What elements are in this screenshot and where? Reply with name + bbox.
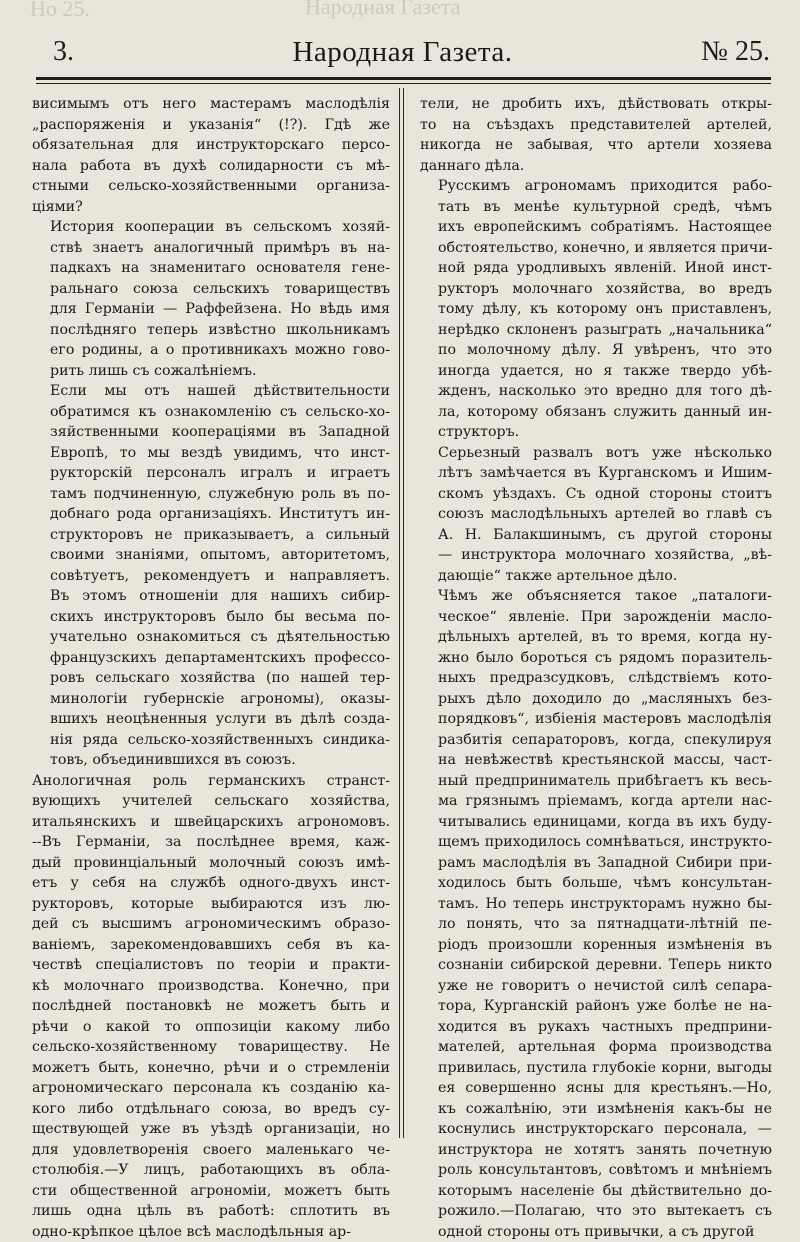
- text-line: Въ этомъ отношеніи для нашихъ сибир-: [32, 586, 390, 607]
- text-line: роль консультантовъ, совѣтомъ и мнѣніемъ: [420, 1160, 772, 1181]
- text-line: рожило.—Полагаю, что это вытекаетъ съ: [420, 1201, 772, 1222]
- text-line: послѣдней постановкѣ не можетъ быть и: [32, 996, 390, 1017]
- text-line: Чѣмъ же объясняется такое „паталоги-: [420, 586, 772, 607]
- text-line: структоровъ не приказываетъ, а сильный: [32, 525, 390, 546]
- text-line: кого либо отдѣльнаго союза, во вредъ су-: [32, 1099, 390, 1120]
- text-line: которымъ населеніе бы дѣйствительно до-: [420, 1181, 772, 1202]
- text-line: разбитія сепараторовъ, когда, спекулируя: [420, 730, 772, 751]
- text-line: дѣльныхъ артелей, въ то время, когда ну-: [420, 627, 772, 648]
- text-line: французскихъ департаментскихъ профессо-: [32, 648, 390, 669]
- paragraph: [420, 94, 772, 176]
- text-line: союзъ маслодѣльныхъ артелей во главѣ съ: [420, 504, 772, 525]
- paragraph: [420, 443, 772, 587]
- text-line: одной стороны отъ привычки, а съ другой: [420, 1222, 772, 1242]
- text-line: вшихъ неоцѣненныя услуги въ дѣлѣ созда-: [32, 709, 390, 730]
- text-line: Анологичная роль германскихъ странст-: [32, 771, 390, 792]
- text-line: етъ у себя на службѣ одного-двухъ инст-: [32, 873, 390, 894]
- text-line: нерѣдко склоненъ разыгрaть „начальника“: [420, 320, 772, 341]
- text-line: чествѣ спеціалистовъ по теоріи и практи-: [32, 955, 390, 976]
- newspaper-title: Народная Газета.: [35, 36, 770, 69]
- text-line: рыхъ дѣло доходило до „масляныхъ без-: [420, 689, 772, 710]
- text-line: послѣдняго теперь извѣстно школьникамъ: [32, 320, 390, 341]
- text-line: А. Н. Балакшинымъ, съ другой стороны: [420, 525, 772, 546]
- text-line: никогда не забывая, что артели хозяева: [420, 135, 772, 156]
- text-line: рукторъ молочнаго хозяйства, во вредъ: [420, 279, 772, 300]
- text-line: тамъ. Но теперь инструкторамъ нужно бы-: [420, 894, 772, 915]
- text-line: минологіи губернскіе агрономы), оказы-: [32, 689, 390, 710]
- text-line: --Въ Германіи, за послѣднее время, каж-: [32, 832, 390, 853]
- bleed-through-header: [0, 0, 800, 24]
- text-line: Серьезный развалъ вотъ уже нѣсколько: [420, 443, 772, 464]
- text-line: — инструктора молочнаго хозяйства, „вѣ-: [420, 545, 772, 566]
- column-separator: [399, 88, 400, 1138]
- text-line: ствѣ знаетъ аналогичный примѣръ въ на-: [32, 238, 390, 259]
- text-line: его родины, а о противникахъ можно гово-: [32, 340, 390, 361]
- text-line: учательно ознакомиться съ дѣятельностью: [32, 627, 390, 648]
- paragraph: [32, 217, 390, 381]
- paragraph: [32, 771, 390, 1242]
- text-line: Русскимъ агрономамъ приходится рабо-: [420, 176, 772, 197]
- text-line: столюбія.—У лицъ, работающихъ въ обла-: [32, 1160, 390, 1181]
- text-line: своими знаніями, опытомъ, авторитетомъ,: [32, 545, 390, 566]
- text-line: ществующей уже въ уѣздѣ организаціи, но: [32, 1119, 390, 1140]
- text-line: щемъ приходилось сомнѣваться, инструкто-: [420, 832, 772, 853]
- issue-number: № 25.: [701, 36, 770, 68]
- text-line: „распоряженія и указанія“ (!?). Гдѣ же: [32, 115, 390, 136]
- text-line: ной ряда уродливыхъ явленій. Иной инст-: [420, 258, 772, 279]
- text-line: для удовлетворенія своего маленькаго че-: [32, 1140, 390, 1161]
- text-line: уже не говоритъ о нечистой силѣ сепара-: [420, 976, 772, 997]
- text-line: падкахъ на знаменитаго основателя гене-: [32, 258, 390, 279]
- text-line: сознаніи сибирской деревни. Теперь никто: [420, 955, 772, 976]
- text-line: ма грязнымъ пріемамъ, когда артели нас-: [420, 791, 772, 812]
- text-line: ческое“ явленіе. При зарожденіи масло-: [420, 607, 772, 628]
- text-line: инструктора не хотятъ занять почетную: [420, 1140, 772, 1161]
- paragraph: [32, 94, 390, 217]
- text-line: дый провинціальный молочный союзъ имѣ-: [32, 853, 390, 874]
- text-line: дающіе“ также артельное дѣло.: [420, 566, 772, 587]
- text-line: одно-крѣпкое цѣлое всѣ маслодѣльныя ар-: [32, 1222, 390, 1242]
- text-line: скихъ инструкторовъ было бы весьма по-: [32, 607, 390, 628]
- text-line: ло понять, что за пятнадцати-лѣтній пе-: [420, 914, 772, 935]
- text-line: обратимся къ ознакомленію съ сельско-хо-: [32, 402, 390, 423]
- text-line: мателей, артельная форма производства: [420, 1037, 772, 1058]
- text-line: скомъ уѣздахъ. Съ одной стороны стоитъ: [420, 484, 772, 505]
- text-line: тому дѣлу, къ которому онъ приставленъ,: [420, 299, 772, 320]
- text-line: сельско-хозяйственному товариществу. Не: [32, 1037, 390, 1058]
- text-line: рѣчи о какой то оппозиціи какому либо: [32, 1017, 390, 1038]
- masthead-rule-thick: [36, 77, 771, 80]
- text-line: то на съѣздахъ представителей артелей,: [420, 115, 772, 136]
- right-column: [420, 94, 772, 1242]
- text-line: тамъ подчиненную, служебную роль въ по-: [32, 484, 390, 505]
- paragraph: [420, 586, 772, 1242]
- text-line: лишь одна цѣль въ работѣ: сплотить въ: [32, 1201, 390, 1222]
- text-line: сти общественной агрономіи, можетъ быть: [32, 1181, 390, 1202]
- text-line: Европѣ, то мы вездѣ увидимъ, что инст-: [32, 443, 390, 464]
- text-line: нала работа въ духѣ солидарности съ мѣ-: [32, 156, 390, 177]
- text-line: ла, которому обязанъ служить данный ин-: [420, 402, 772, 423]
- column-separator: [403, 88, 404, 1138]
- text-line: нія ряда сельско-хозяйственныхъ синдика-: [32, 730, 390, 751]
- text-line: жно было бороться съ рядомъ поразитель-: [420, 648, 772, 669]
- text-line: ральнаго союза сельскихъ товариществъ: [32, 279, 390, 300]
- text-line: итальянскихъ и швейцарскихъ агрономовъ.: [32, 812, 390, 833]
- text-line: ціями?: [32, 197, 390, 218]
- text-line: агрономическаго персонала къ созданію ка-: [32, 1078, 390, 1099]
- bleed-through-left: Но 25.: [30, 0, 90, 22]
- text-line: даннаго дѣла.: [420, 156, 772, 177]
- text-line: тели, не дробить ихъ, дѣйствовать откры-: [420, 94, 772, 115]
- text-line: ныхъ предразсудковъ, слѣдствіемъ кото-: [420, 668, 772, 689]
- text-line: ихъ европейскимъ собратіямъ. Настоящее: [420, 217, 772, 238]
- text-line: кѣ молочнаго производства. Конечно, при: [32, 976, 390, 997]
- text-line: ходилось быть больше, чѣмъ консультан-: [420, 873, 772, 894]
- text-line: рукторскій персоналъ игралъ и играетъ: [32, 463, 390, 484]
- text-line: рукторовъ, которые выбираются изъ лю-: [32, 894, 390, 915]
- page-number: 3.: [53, 36, 74, 68]
- text-line: порядковъ“, избіенія мастеровъ маслодѣлія: [420, 709, 772, 730]
- text-line: зяйственными кооперацiями въ Западной: [32, 422, 390, 443]
- text-line: дей съ высшимъ агрономическимъ образо-: [32, 914, 390, 935]
- paragraph: [32, 381, 390, 771]
- text-line: на невѣжествѣ крестьянской массы, част-: [420, 750, 772, 771]
- text-line: читывались единицами, когда въ ихъ буду-: [420, 812, 772, 833]
- text-line: ваніемъ, зарекомендовавшихъ себя въ ка-: [32, 935, 390, 956]
- text-line: структоръ.: [420, 422, 772, 443]
- text-line: тора, Курганскій районъ уже болѣе не на-: [420, 996, 772, 1017]
- text-line: лѣтъ замѣчается въ Курганскомъ и Ишим-: [420, 463, 772, 484]
- text-line: вующихъ учителей сельскаго хозяйства,: [32, 791, 390, 812]
- text-line: ный предприниматель прибѣгаетъ къ весь-: [420, 771, 772, 792]
- text-line: иногда удается, но я также твердо убѣ-: [420, 361, 772, 382]
- bleed-through-title: Народная Газета: [305, 0, 460, 20]
- text-line: обстоятельство, конечно, и является причи-: [420, 238, 772, 259]
- masthead-rule-thin: [36, 83, 771, 84]
- text-line: ровъ сельскаго хозяйства (по нашей тер-: [32, 668, 390, 689]
- paragraph: [420, 176, 772, 443]
- text-line: добнаго рода организаціяхъ. Институтъ ин-: [32, 504, 390, 525]
- text-line: тать въ менѣе культурной средѣ, чѣмъ: [420, 197, 772, 218]
- text-line: можетъ быть, конечно, рѣчи и о стремленіи: [32, 1058, 390, 1079]
- text-line: для Германіи — Раффейзена. Но вѣдь имя: [32, 299, 390, 320]
- text-line: обязательная для инструкторскаго персо-: [32, 135, 390, 156]
- text-line: История кооперации въ сельскомъ хозяй-: [32, 217, 390, 238]
- text-line: висимымъ отъ него мастерамъ маслодѣлія: [32, 94, 390, 115]
- text-line: привилась, пустила глубокіе корни, выгоды: [420, 1058, 772, 1079]
- text-line: рамъ маслодѣлія въ Западной Сибири при-: [420, 853, 772, 874]
- text-line: къ сожалѣнію, эти измѣненія какъ-бы не: [420, 1099, 772, 1120]
- masthead: [35, 36, 770, 76]
- text-line: рить лишь съ сожалѣніемъ.: [32, 361, 390, 382]
- text-line: Если мы отъ нашей дѣйствительности: [32, 381, 390, 402]
- text-line: ріодъ произошли коренныя измѣненія въ: [420, 935, 772, 956]
- text-line: коснулись инструкторскаго персонала, —: [420, 1119, 772, 1140]
- text-line: стными сельско-хозяйственными организа-: [32, 176, 390, 197]
- text-line: по молочному дѣлу. Я увѣренъ, что это: [420, 340, 772, 361]
- text-line: товъ, объединившихся въ союзъ.: [32, 750, 390, 771]
- left-column: [32, 94, 390, 1242]
- text-line: ходится въ рукахъ частныхъ предприни-: [420, 1017, 772, 1038]
- text-line: ея совершенно ясны для крестьянъ.—Но,: [420, 1078, 772, 1099]
- text-line: жденъ, насколько это вредно для того дѣ-: [420, 381, 772, 402]
- text-line: совѣтуетъ, рекомендуетъ и направляетъ.: [32, 566, 390, 587]
